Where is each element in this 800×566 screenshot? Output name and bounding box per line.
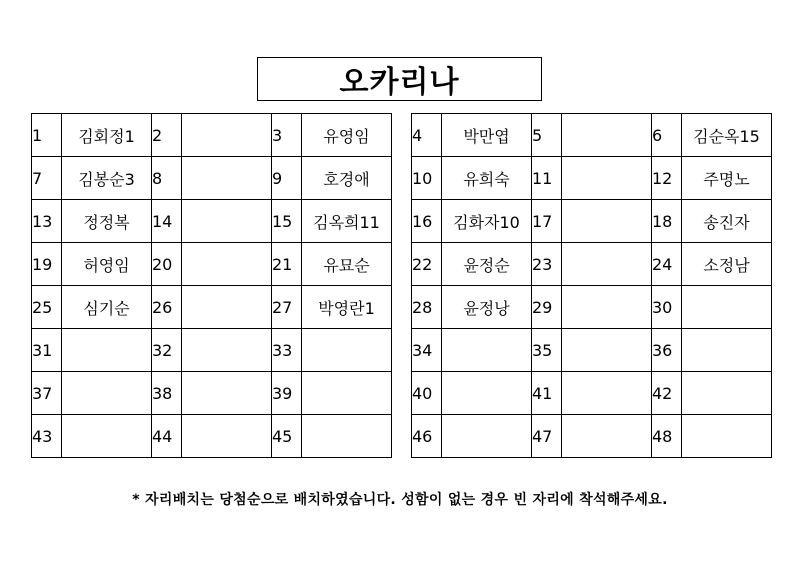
table-row — [32, 286, 392, 329]
seat-name: 김옥희11 — [302, 200, 392, 243]
seat-name — [562, 114, 652, 157]
seat-number: 11 — [532, 157, 562, 200]
seat-number: 46 — [412, 415, 442, 458]
seat-name — [62, 329, 152, 372]
table-row — [32, 114, 392, 157]
seat-number: 25 — [32, 286, 62, 329]
seat-name — [682, 329, 772, 372]
table-row — [32, 329, 392, 372]
seat-number: 5 — [532, 114, 562, 157]
seat-name — [182, 372, 272, 415]
table-row — [32, 243, 392, 286]
seat-name — [62, 372, 152, 415]
seat-name: 윤정낭 — [442, 286, 532, 329]
seat-name: 유희숙 — [442, 157, 532, 200]
seat-number: 21 — [272, 243, 302, 286]
seating-note: * 자리배치는 당첨순으로 배치하였습니다. 성함이 없는 경우 빈 자리에 착석해주세요. — [132, 492, 668, 508]
seat-number: 7 — [32, 157, 62, 200]
seat-number: 35 — [532, 329, 562, 372]
seat-number: 10 — [412, 157, 442, 200]
seat-name — [562, 200, 652, 243]
seat-number: 3 — [272, 114, 302, 157]
seat-number: 2 — [152, 114, 182, 157]
seat-name — [182, 114, 272, 157]
seat-number: 24 — [652, 243, 682, 286]
seat-name — [562, 243, 652, 286]
table-row — [412, 114, 772, 157]
seat-name: 윤정순 — [442, 243, 532, 286]
table-row — [412, 286, 772, 329]
seating-table-left — [31, 113, 392, 458]
seat-name: 김봉순3 — [62, 157, 152, 200]
seat-name — [562, 372, 652, 415]
seat-number: 23 — [532, 243, 562, 286]
seat-number: 42 — [652, 372, 682, 415]
seat-number: 36 — [652, 329, 682, 372]
seat-number: 4 — [412, 114, 442, 157]
seat-number: 13 — [32, 200, 62, 243]
seat-number: 19 — [32, 243, 62, 286]
seat-number: 37 — [32, 372, 62, 415]
table-row — [412, 243, 772, 286]
seat-number: 14 — [152, 200, 182, 243]
seat-name — [442, 329, 532, 372]
seat-number: 41 — [532, 372, 562, 415]
seat-name — [302, 415, 392, 458]
seat-number: 47 — [532, 415, 562, 458]
seat-number: 29 — [532, 286, 562, 329]
seat-number: 20 — [152, 243, 182, 286]
seat-number: 38 — [152, 372, 182, 415]
seat-number: 26 — [152, 286, 182, 329]
seat-number: 22 — [412, 243, 442, 286]
seat-name — [562, 157, 652, 200]
seat-number: 31 — [32, 329, 62, 372]
seat-number: 18 — [652, 200, 682, 243]
seat-number: 34 — [412, 329, 442, 372]
seat-number: 16 — [412, 200, 442, 243]
seat-number: 39 — [272, 372, 302, 415]
seat-number: 15 — [272, 200, 302, 243]
seat-name: 정정복 — [62, 200, 152, 243]
seat-name: 심기순 — [62, 286, 152, 329]
seat-number: 32 — [152, 329, 182, 372]
seat-name: 주명노 — [682, 157, 772, 200]
seat-number: 1 — [32, 114, 62, 157]
seat-name — [682, 286, 772, 329]
seat-name — [182, 286, 272, 329]
seat-name: 김회정1 — [62, 114, 152, 157]
seat-number: 30 — [652, 286, 682, 329]
seat-name — [562, 329, 652, 372]
seat-name — [302, 372, 392, 415]
seat-number: 48 — [652, 415, 682, 458]
table-row — [32, 200, 392, 243]
seat-name: 호경애 — [302, 157, 392, 200]
table-row — [412, 372, 772, 415]
table-row — [32, 415, 392, 458]
seat-name: 소정남 — [682, 243, 772, 286]
seat-number: 12 — [652, 157, 682, 200]
seat-number: 40 — [412, 372, 442, 415]
seat-name — [682, 415, 772, 458]
seat-name: 허영임 — [62, 243, 152, 286]
table-row — [412, 157, 772, 200]
table-row — [412, 415, 772, 458]
seat-name — [182, 243, 272, 286]
seat-number: 45 — [272, 415, 302, 458]
seat-name: 유영임 — [302, 114, 392, 157]
seating-table-right — [411, 113, 772, 458]
table-row — [32, 157, 392, 200]
seat-number: 43 — [32, 415, 62, 458]
seat-name — [442, 372, 532, 415]
seat-number: 27 — [272, 286, 302, 329]
seat-name — [62, 415, 152, 458]
page-title: 오카리나 — [257, 57, 542, 101]
seat-name — [182, 329, 272, 372]
seat-name: 송진자 — [682, 200, 772, 243]
seat-name: 박만엽 — [442, 114, 532, 157]
seat-name — [182, 415, 272, 458]
table-row — [412, 200, 772, 243]
seat-number: 33 — [272, 329, 302, 372]
seat-name: 김화자10 — [442, 200, 532, 243]
seat-name — [442, 415, 532, 458]
seat-name — [182, 200, 272, 243]
seat-number: 9 — [272, 157, 302, 200]
seat-number: 6 — [652, 114, 682, 157]
seat-name: 김순옥15 — [682, 114, 772, 157]
seat-name — [302, 329, 392, 372]
seat-name — [562, 286, 652, 329]
seat-name — [182, 157, 272, 200]
table-row — [32, 372, 392, 415]
seat-name — [682, 372, 772, 415]
seat-number: 8 — [152, 157, 182, 200]
seat-number: 17 — [532, 200, 562, 243]
table-row — [412, 329, 772, 372]
seat-number: 28 — [412, 286, 442, 329]
seat-name: 박영란1 — [302, 286, 392, 329]
seat-name: 유묘순 — [302, 243, 392, 286]
seat-number: 44 — [152, 415, 182, 458]
seat-name — [562, 415, 652, 458]
